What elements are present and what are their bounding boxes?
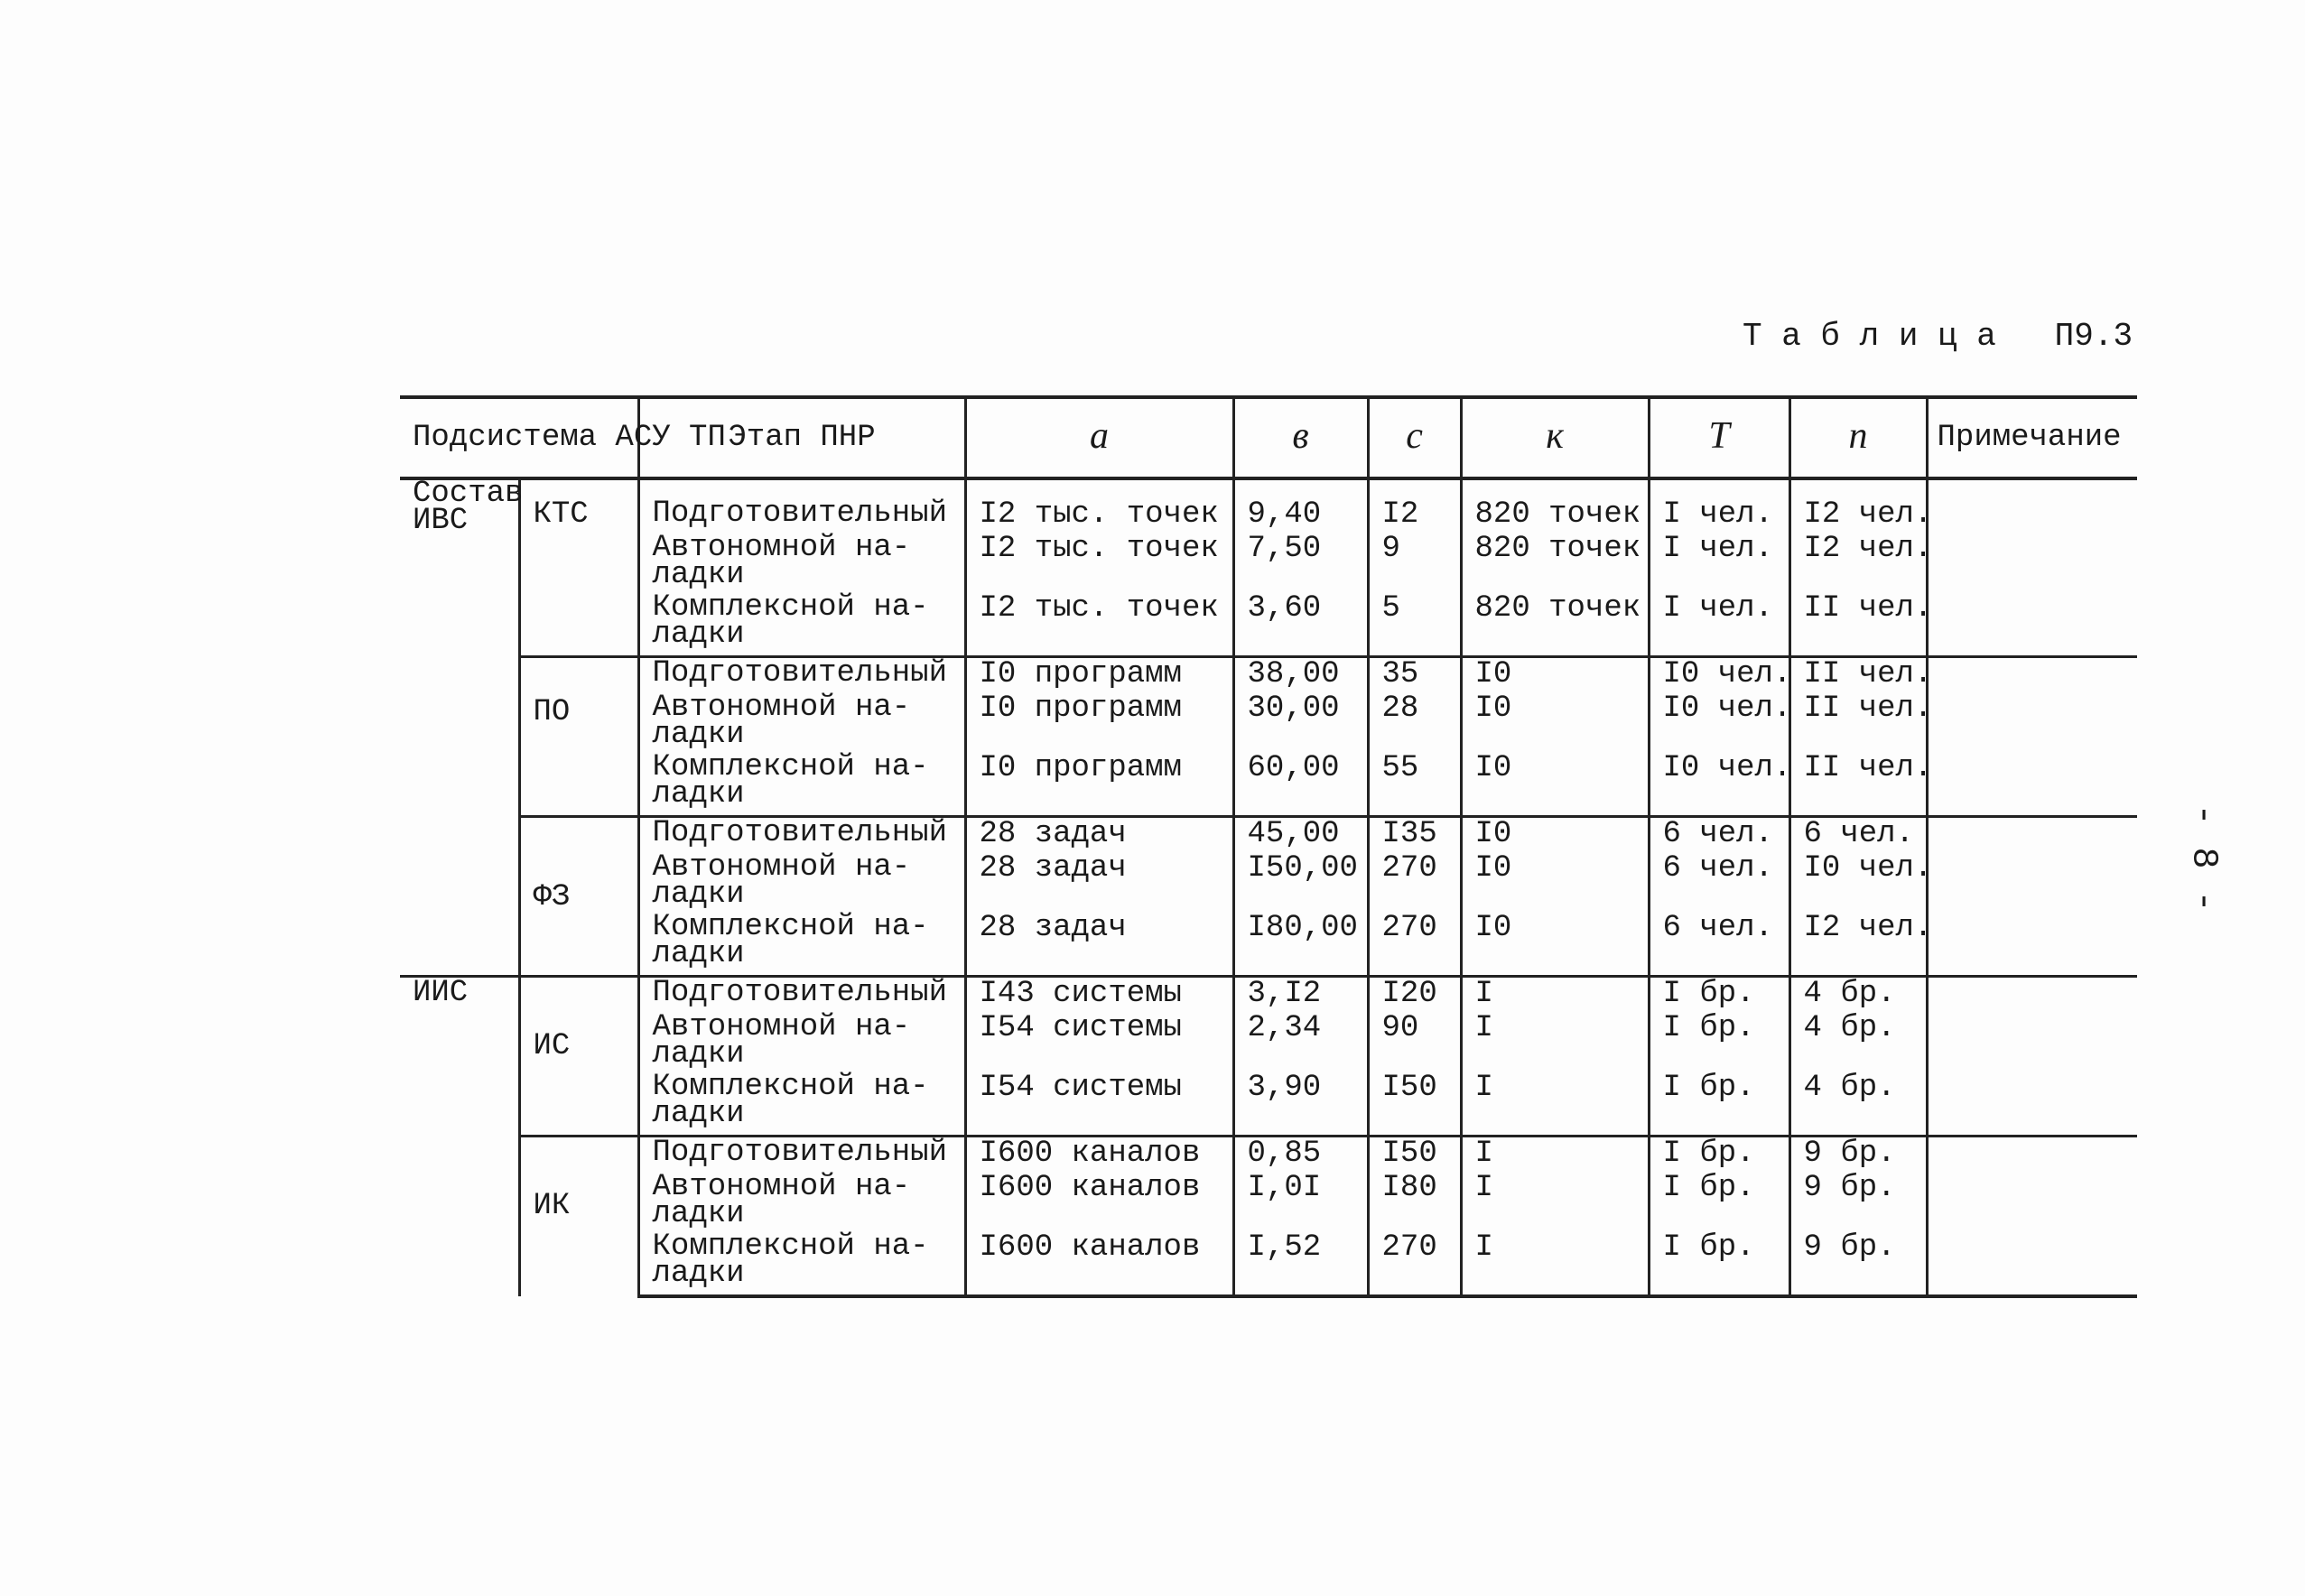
- page-number: [2182, 794, 2224, 921]
- cell-n: II чел.: [1789, 589, 1927, 657]
- cell-b: I,0I: [1233, 1168, 1368, 1228]
- cell-a: I0 программ: [965, 748, 1233, 817]
- stage-cell: Автономной на- ладки: [638, 1168, 965, 1228]
- cell-a: I54 системы: [965, 1008, 1233, 1068]
- header-n-text: n: [1848, 414, 1868, 457]
- cell-t: 6 чел.: [1649, 908, 1789, 977]
- cell-b: 60,00: [1233, 748, 1368, 817]
- cell-c: 270: [1368, 1228, 1461, 1296]
- cell-a: 28 задач: [965, 817, 1233, 849]
- group-cell: ИИС: [400, 977, 519, 1297]
- cell-b: 9,40: [1233, 478, 1368, 529]
- table-body: [400, 478, 2137, 1296]
- cell-n: 9 бр.: [1789, 1228, 1927, 1296]
- cell-a: I54 системы: [965, 1068, 1233, 1137]
- cell-c: I50: [1368, 1068, 1461, 1137]
- cell-note: [1927, 1228, 2137, 1296]
- header-t-text: T: [1708, 414, 1730, 457]
- subgroup-cell: ПО: [519, 657, 638, 817]
- cell-n: II чел.: [1789, 748, 1927, 817]
- cell-t: 6 чел.: [1649, 849, 1789, 908]
- stage-cell: Подготовительный: [638, 478, 965, 529]
- table-row: [400, 1137, 2137, 1169]
- table-row: [400, 529, 2137, 589]
- table-row: [400, 1008, 2137, 1068]
- cell-b: I80,00: [1233, 908, 1368, 977]
- cell-n: 9 бр.: [1789, 1137, 1927, 1169]
- stage-cell: Комплексной на- ладки: [638, 1068, 965, 1137]
- cell-b: 3,60: [1233, 589, 1368, 657]
- cell-k: 820 точек: [1461, 589, 1649, 657]
- cell-c: 90: [1368, 1008, 1461, 1068]
- cell-a: I2 тыс. точек: [965, 478, 1233, 529]
- cell-n: I2 чел.: [1789, 908, 1927, 977]
- cell-note: [1927, 817, 2137, 849]
- cell-c: I50: [1368, 1137, 1461, 1169]
- cell-c: 9: [1368, 529, 1461, 589]
- table-row: [400, 849, 2137, 908]
- cell-b: 45,00: [1233, 817, 1368, 849]
- header-stage: Этап ПНР: [638, 397, 965, 478]
- cell-k: 820 точек: [1461, 478, 1649, 529]
- cell-n: 4 бр.: [1789, 977, 1927, 1009]
- cell-b: 2,34: [1233, 1008, 1368, 1068]
- cell-note: [1927, 657, 2137, 690]
- cell-a: 28 задач: [965, 849, 1233, 908]
- cell-b: I,52: [1233, 1228, 1368, 1296]
- cell-t: I0 чел.: [1649, 657, 1789, 690]
- cell-note: [1927, 977, 2137, 1009]
- cell-t: I бр.: [1649, 1008, 1789, 1068]
- cell-k: I: [1461, 1228, 1649, 1296]
- cell-note: [1927, 529, 2137, 589]
- stage-cell: Комплексной на- ладки: [638, 908, 965, 977]
- cell-a: I600 каналов: [965, 1137, 1233, 1169]
- header-subsystem: Подсистема АСУ ТП: [400, 397, 638, 478]
- cell-k: I0: [1461, 849, 1649, 908]
- cell-b: 3,I2: [1233, 977, 1368, 1009]
- stage-cell: Подготовительный: [638, 657, 965, 690]
- cell-k: I0: [1461, 817, 1649, 849]
- header-k: [1461, 397, 1649, 478]
- stage-cell: Подготовительный: [638, 977, 965, 1009]
- cell-note: [1927, 1168, 2137, 1228]
- subgroup-cell: ФЗ: [519, 817, 638, 977]
- stage-cell: Комплексной на- ладки: [638, 1228, 965, 1296]
- cell-note: [1927, 1068, 2137, 1137]
- cell-k: I0: [1461, 689, 1649, 748]
- cell-c: I35: [1368, 817, 1461, 849]
- cell-c: I20: [1368, 977, 1461, 1009]
- cell-n: II чел.: [1789, 657, 1927, 690]
- cell-n: 6 чел.: [1789, 817, 1927, 849]
- cell-t: I0 чел.: [1649, 748, 1789, 817]
- table-caption: Т а б л и ц а П9.3: [1743, 318, 2133, 355]
- cell-note: [1927, 589, 2137, 657]
- header-row: [400, 397, 2137, 478]
- cell-t: I чел.: [1649, 478, 1789, 529]
- header-note: Примечание: [1927, 397, 2137, 478]
- stage-cell: Подготовительный: [638, 817, 965, 849]
- cell-a: I43 системы: [965, 977, 1233, 1009]
- header-c-text: c: [1406, 414, 1423, 457]
- cell-note: [1927, 689, 2137, 748]
- stage-cell: Комплексной на- ладки: [638, 589, 965, 657]
- stage-cell: Автономной на- ладки: [638, 1008, 965, 1068]
- table-row: [400, 589, 2137, 657]
- cell-c: 28: [1368, 689, 1461, 748]
- cell-b: I50,00: [1233, 849, 1368, 908]
- cell-k: I0: [1461, 908, 1649, 977]
- page-number-text: - 8 -: [2182, 803, 2224, 913]
- table-row: [400, 817, 2137, 849]
- stage-cell: Автономной на- ладки: [638, 689, 965, 748]
- cell-c: 270: [1368, 908, 1461, 977]
- cell-b: 30,00: [1233, 689, 1368, 748]
- cell-b: 3,90: [1233, 1068, 1368, 1137]
- cell-b: 7,50: [1233, 529, 1368, 589]
- subgroup-cell: КТС: [519, 478, 638, 657]
- table-row: [400, 1068, 2137, 1137]
- cell-a: I0 программ: [965, 689, 1233, 748]
- cell-n: 9 бр.: [1789, 1168, 1927, 1228]
- commissioning-table: [400, 395, 2137, 1298]
- cell-n: 4 бр.: [1789, 1068, 1927, 1137]
- cell-t: 6 чел.: [1649, 817, 1789, 849]
- cell-note: [1927, 478, 2137, 529]
- cell-note: [1927, 1137, 2137, 1169]
- cell-k: I: [1461, 1008, 1649, 1068]
- cell-t: I чел.: [1649, 589, 1789, 657]
- cell-a: I600 каналов: [965, 1228, 1233, 1296]
- stage-cell: Автономной на- ладки: [638, 849, 965, 908]
- cell-note: [1927, 908, 2137, 977]
- cell-t: I бр.: [1649, 1228, 1789, 1296]
- cell-c: 35: [1368, 657, 1461, 690]
- cell-k: I: [1461, 1137, 1649, 1169]
- cell-t: I бр.: [1649, 1137, 1789, 1169]
- table-row: [400, 908, 2137, 977]
- header-a-text: a: [1090, 414, 1110, 457]
- cell-note: [1927, 849, 2137, 908]
- stage-cell: Подготовительный: [638, 1137, 965, 1169]
- table-row: [400, 478, 2137, 529]
- cell-a: I0 программ: [965, 657, 1233, 690]
- cell-k: I0: [1461, 657, 1649, 690]
- cell-n: I2 чел.: [1789, 529, 1927, 589]
- cell-n: 4 бр.: [1789, 1008, 1927, 1068]
- cell-c: 5: [1368, 589, 1461, 657]
- header-c: [1368, 397, 1461, 478]
- cell-n: I0 чел.: [1789, 849, 1927, 908]
- cell-n: I2 чел.: [1789, 478, 1927, 529]
- cell-c: I2: [1368, 478, 1461, 529]
- cell-t: I бр.: [1649, 1168, 1789, 1228]
- table-row: [400, 748, 2137, 817]
- header-b: [1233, 397, 1368, 478]
- cell-c: 55: [1368, 748, 1461, 817]
- table-row: [400, 1168, 2137, 1228]
- table-row: [400, 689, 2137, 748]
- cell-k: I: [1461, 1068, 1649, 1137]
- table-row: [400, 977, 2137, 1009]
- cell-k: I: [1461, 1168, 1649, 1228]
- cell-a: I2 тыс. точек: [965, 529, 1233, 589]
- cell-k: I: [1461, 977, 1649, 1009]
- stage-cell: Комплексной на- ладки: [638, 748, 965, 817]
- subgroup-cell: ИС: [519, 977, 638, 1137]
- cell-a: I600 каналов: [965, 1168, 1233, 1228]
- cell-k: 820 точек: [1461, 529, 1649, 589]
- cell-t: I бр.: [1649, 1068, 1789, 1137]
- cell-t: I0 чел.: [1649, 689, 1789, 748]
- header-t: [1649, 397, 1789, 478]
- cell-t: I бр.: [1649, 977, 1789, 1009]
- cell-k: I0: [1461, 748, 1649, 817]
- cell-n: II чел.: [1789, 689, 1927, 748]
- stage-cell: Автономной на- ладки: [638, 529, 965, 589]
- group-cell: Состав ИВС: [400, 478, 519, 977]
- table-row: [400, 1228, 2137, 1296]
- cell-b: 0,85: [1233, 1137, 1368, 1169]
- cell-t: I чел.: [1649, 529, 1789, 589]
- cell-note: [1927, 1008, 2137, 1068]
- cell-note: [1927, 748, 2137, 817]
- header-n: [1789, 397, 1927, 478]
- cell-c: I80: [1368, 1168, 1461, 1228]
- header-a: [965, 397, 1233, 478]
- header-k-text: к: [1546, 414, 1564, 457]
- cell-a: 28 задач: [965, 908, 1233, 977]
- cell-b: 38,00: [1233, 657, 1368, 690]
- subgroup-cell: ИК: [519, 1137, 638, 1297]
- header-b-text: в: [1292, 414, 1309, 457]
- table-row: [400, 657, 2137, 690]
- cell-c: 270: [1368, 849, 1461, 908]
- cell-a: I2 тыс. точек: [965, 589, 1233, 657]
